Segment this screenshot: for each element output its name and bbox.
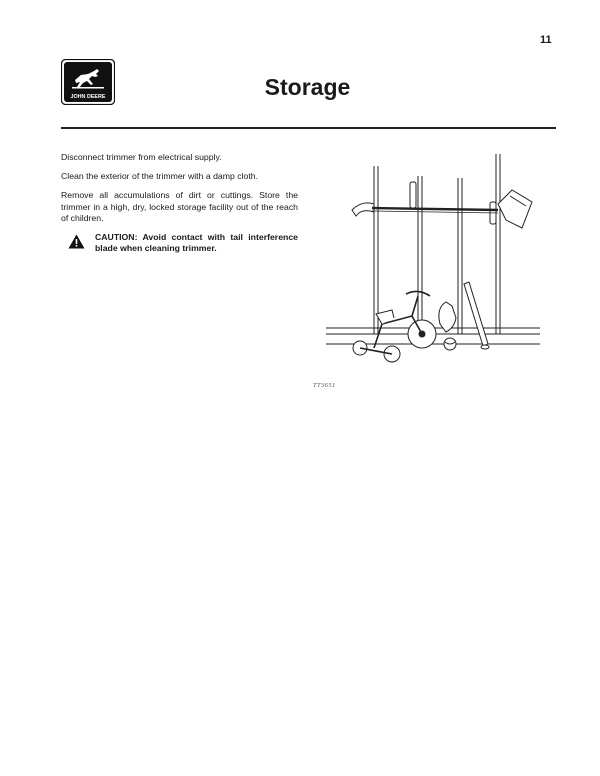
wall-studs (374, 154, 500, 334)
trimmer-storage-illustration (322, 148, 544, 374)
trimmer-on-wall (352, 182, 532, 228)
john-deere-logo (61, 59, 115, 105)
caution-text: CAUTION: Avoid contact with tail interference blade when cleaning trimmer. (95, 232, 298, 254)
title-divider (61, 127, 556, 129)
instruction-store: Remove all accumulations of dirt or cuttings. Store the trimmer in a high, dry, locked storage facility out of the reach of children. (61, 190, 298, 223)
instruction-clean: Clean the exterior of the trimmer with a damp cloth. (61, 171, 259, 182)
caution-block (61, 232, 298, 254)
bat-and-glove (439, 282, 489, 350)
page-title: Storage (264, 74, 351, 100)
logo-text: JOHN DEERE (70, 94, 106, 100)
instruction-disconnect: Disconnect trimmer from electrical supply. (61, 152, 222, 162)
figure-code: TT3651 (313, 382, 336, 389)
warning-triangle-icon (68, 234, 85, 249)
instructions (61, 152, 298, 262)
tricycle (353, 291, 436, 362)
page-number: 11 (540, 34, 552, 46)
